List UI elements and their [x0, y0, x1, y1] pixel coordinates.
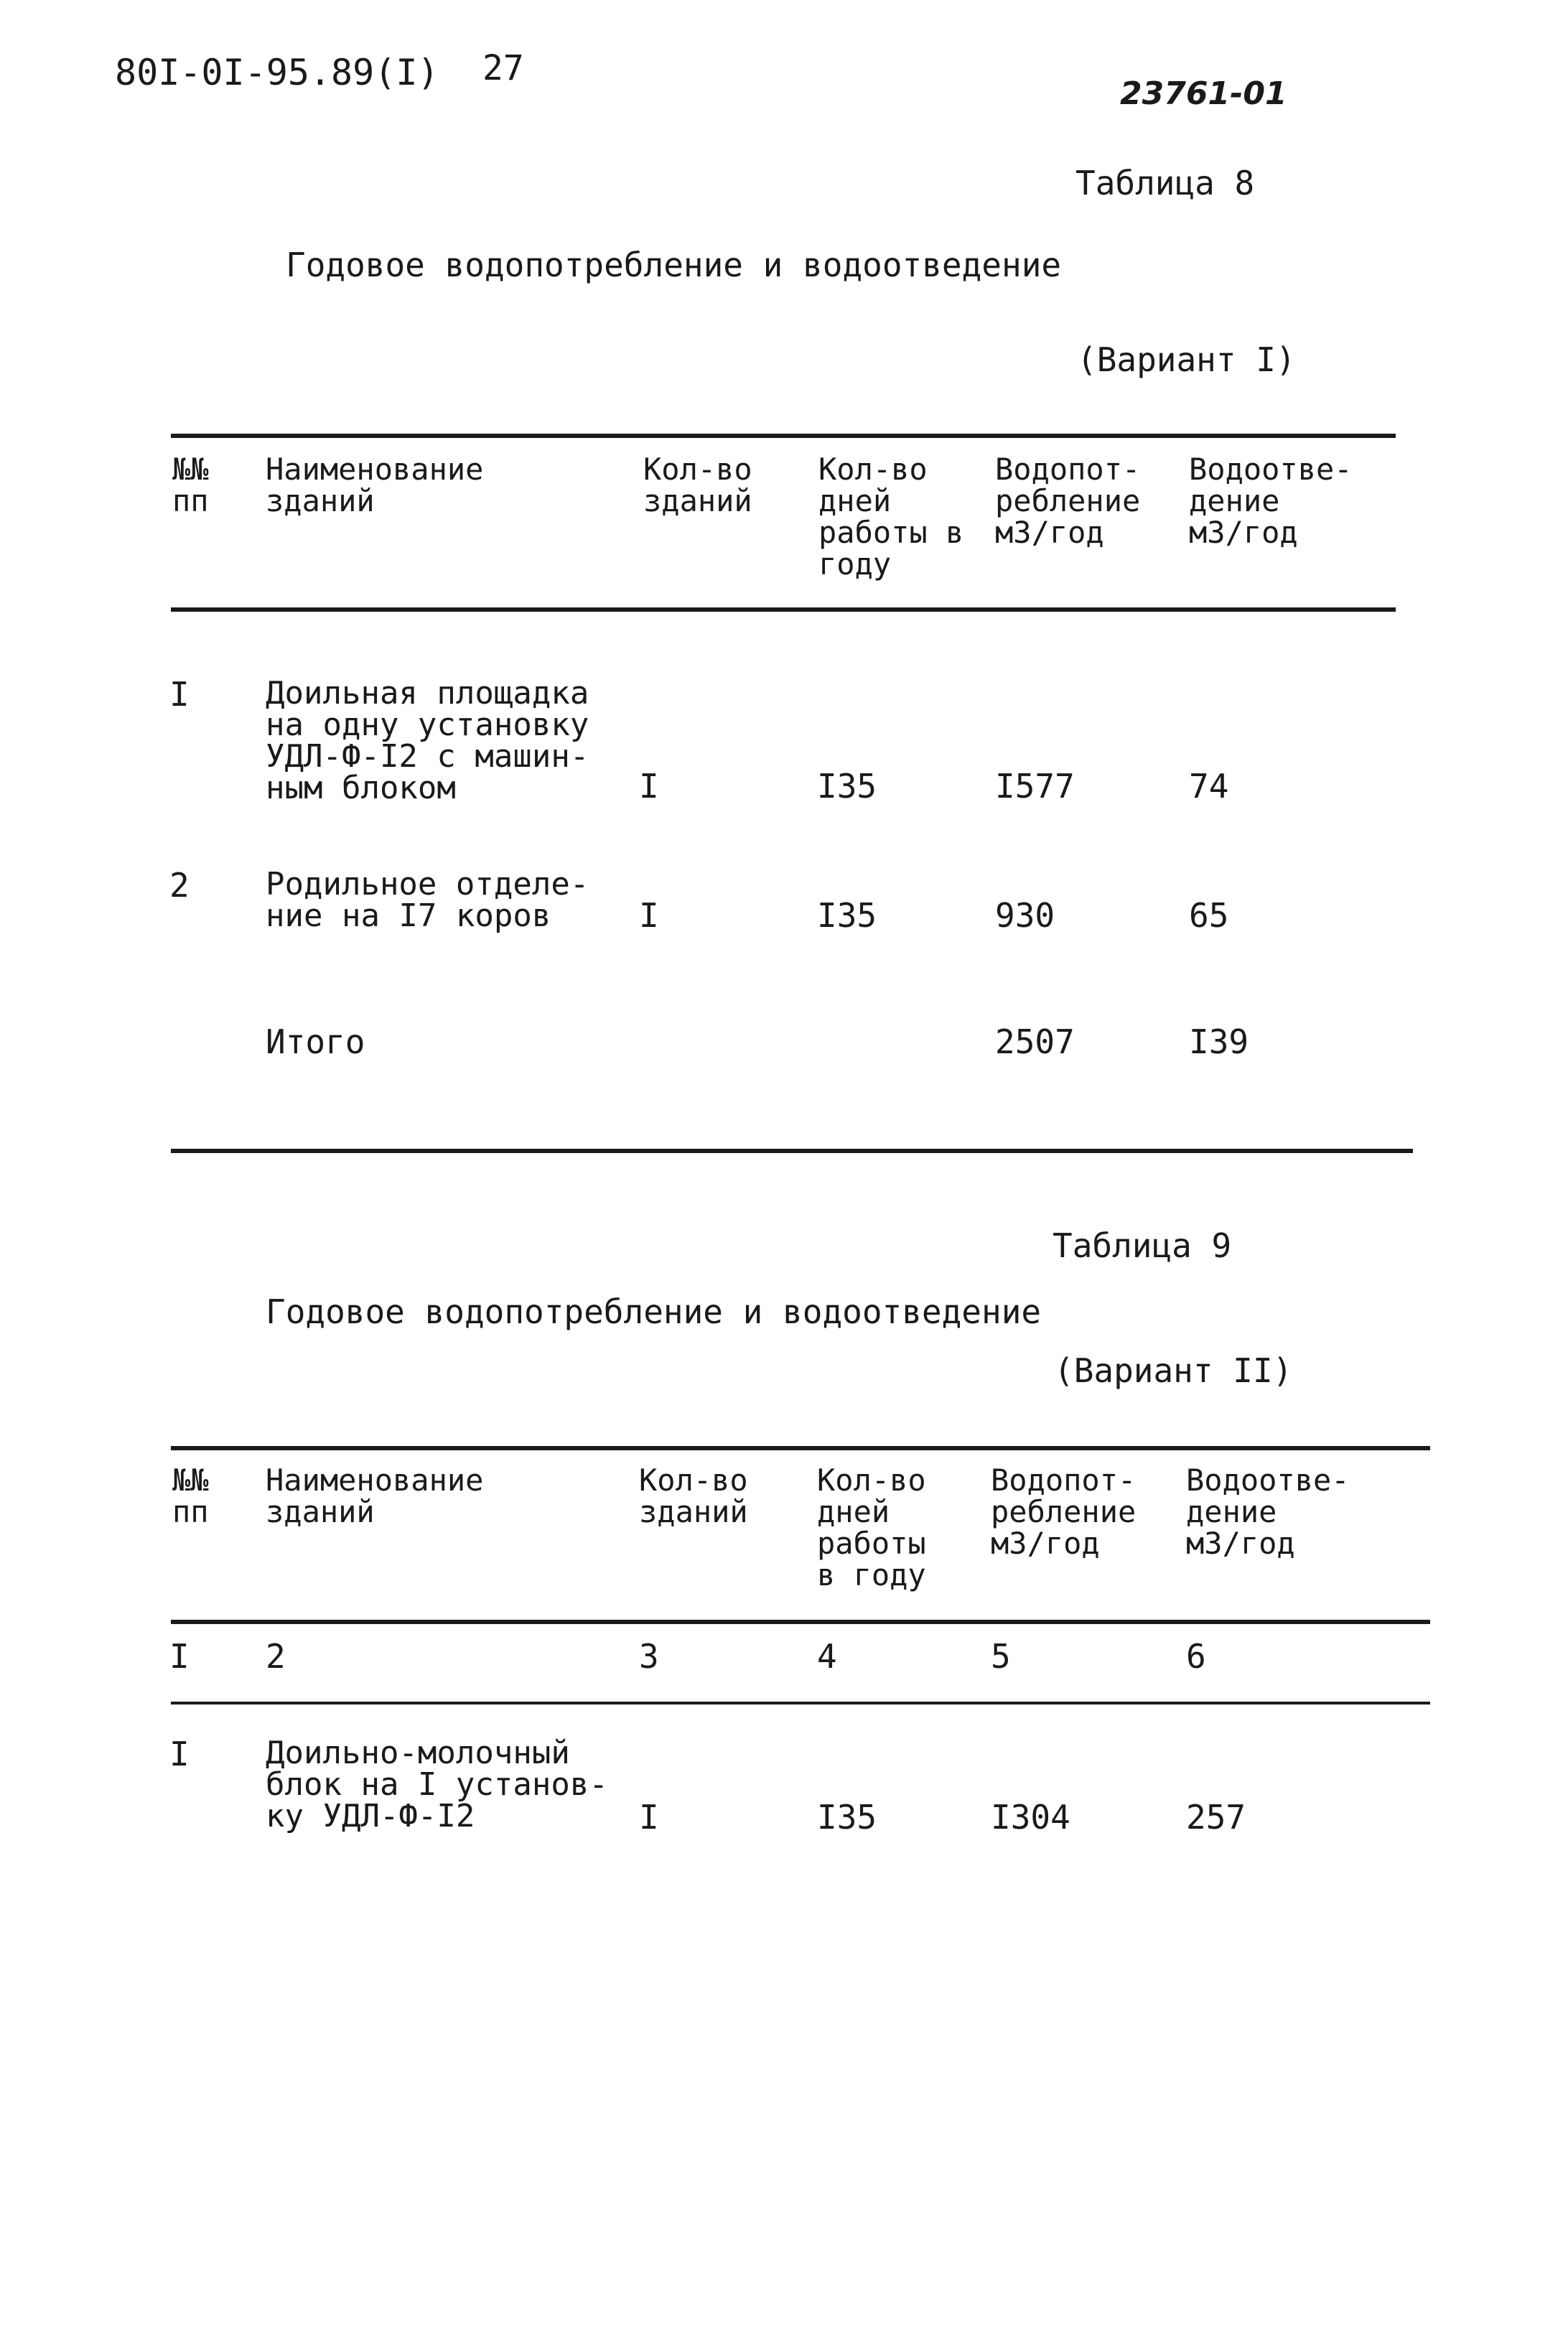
row-disposal: 257	[1186, 1798, 1246, 1837]
table9-label: Таблица 9	[1053, 1226, 1232, 1265]
row-days: I35	[817, 767, 877, 806]
table9-numbers-rule	[171, 1702, 1430, 1704]
col-number: 2	[266, 1637, 286, 1676]
row-consumption: I577	[995, 767, 1075, 806]
inventory-number: 23761-01	[1120, 75, 1287, 112]
total-label: Итого	[266, 1022, 365, 1061]
table9-header-disposal: Водоотве- дение м3/год	[1186, 1463, 1350, 1561]
row-days: I35	[817, 1798, 877, 1837]
table8-header-rule	[171, 607, 1396, 612]
row-count: I	[639, 896, 659, 935]
table8-header-disposal: Водоотве- дение м3/год	[1189, 452, 1353, 550]
col-number: 6	[1186, 1637, 1206, 1676]
row-disposal: 65	[1189, 896, 1229, 935]
row-num: I	[169, 1735, 190, 1773]
table8-header-name: Наименование зданий	[266, 452, 484, 518]
table9-title: Годовое водопотребление и водоотведение	[266, 1292, 1042, 1331]
table9-header-count: Кол-во зданий	[639, 1463, 748, 1529]
col-number: 4	[817, 1637, 837, 1676]
table8-header-count: Кол-во зданий	[643, 452, 752, 518]
col-number: 3	[639, 1637, 659, 1676]
row-name: Родильное отделе- ние на I7 коров	[266, 866, 589, 934]
table9-variant: (Вариант II)	[1054, 1351, 1293, 1390]
row-num: 2	[169, 866, 190, 905]
table8-header-num: №№ пп	[172, 452, 209, 518]
table9-header-consumption: Водопот- ребление м3/год	[991, 1463, 1137, 1561]
row-days: I35	[817, 896, 877, 935]
table9-header-days: Кол-во дней работы в году	[817, 1463, 926, 1592]
table9-header-rule	[171, 1620, 1430, 1624]
table8-variant: (Вариант I)	[1077, 340, 1296, 379]
table8-title: Годовое водопотребление и водоотведение	[286, 246, 1062, 284]
total-consumption: 2507	[995, 1022, 1075, 1061]
page-number: 27	[482, 48, 524, 88]
row-consumption: I304	[991, 1798, 1070, 1837]
document-code: 80I-0I-95.89(I)	[115, 52, 439, 93]
row-name: Доильно-молочный блок на I установ- ку УДЛ-Ф-I2	[266, 1735, 608, 1834]
row-num: I	[169, 675, 190, 714]
total-disposal: I39	[1189, 1022, 1249, 1061]
col-number: I	[169, 1637, 190, 1676]
table8-bottom-rule	[171, 1149, 1413, 1153]
row-name: Доильная площадка на одну установку УДЛ-Ф-I2 с машин- ным блоком	[266, 675, 589, 806]
table9-header-name: Наименование зданий	[266, 1463, 484, 1529]
table8-header-consumption: Водопот- ребление м3/год	[995, 452, 1141, 550]
row-count: I	[639, 767, 659, 806]
table8-label: Таблица 8	[1075, 164, 1255, 202]
table8-header-days: Кол-во дней работы в году	[818, 452, 964, 582]
col-number: 5	[991, 1637, 1011, 1676]
row-count: I	[639, 1798, 659, 1837]
table8-top-rule	[171, 434, 1396, 438]
table9-header-num: №№ пп	[172, 1463, 209, 1529]
row-consumption: 930	[995, 896, 1055, 935]
row-disposal: 74	[1189, 767, 1229, 806]
table9-top-rule	[171, 1446, 1430, 1450]
